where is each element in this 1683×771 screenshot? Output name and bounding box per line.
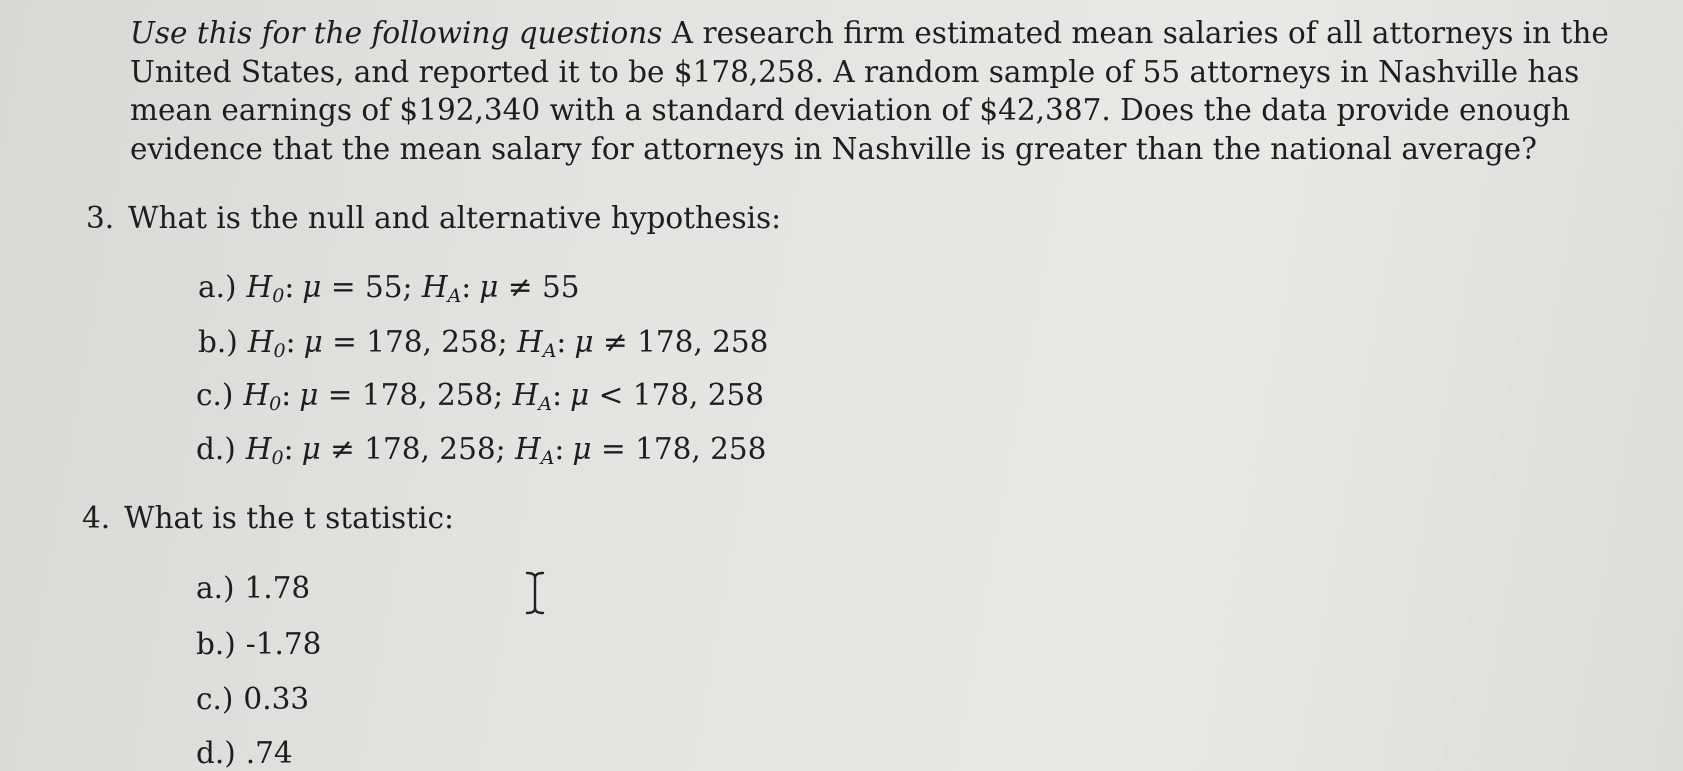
ha-relation: = <box>600 432 626 466</box>
question-3 <box>86 200 781 236</box>
ha-relation: ≠ <box>602 325 628 359</box>
option-value: 0.33 <box>243 682 310 716</box>
ha-value: 178, 258 <box>632 378 765 412</box>
h0-relation: = <box>332 325 357 359</box>
option-value: .74 <box>245 736 293 770</box>
h0-value: 178, 258; <box>364 432 506 466</box>
option-letter: a.) <box>198 270 237 304</box>
q4-option-c[interactable] <box>196 681 309 717</box>
text-cursor-icon <box>524 570 546 616</box>
q3-option-b[interactable]: b.) $H_0$: μ = 178, 258; $H_A$: μ ≠ 178, 258 <box>198 325 769 362</box>
option-letter: c.) <box>196 682 234 716</box>
question-text: What is the t statistic: <box>124 501 454 535</box>
intro-text: A research firm estimated mean salaries of all attorneys in the United States, and reported it to be $178,258. A random sample of 55 attorneys in Nashville has mean earnings of $192,340 with a standard deviation of $42,387. Does the data provide enough evidence that the mean salary for attorneys in Nashville is greater than the national average? <box>130 16 1609 166</box>
ha-value: 178, 258 <box>635 432 767 466</box>
question-4 <box>82 500 454 536</box>
q3-option-a[interactable]: a.) $H_0$: μ = 55; $H_A$: μ ≠ 55 <box>198 270 580 307</box>
q3-option-c[interactable]: c.) $H_0$: μ = 178, 258; $H_A$: μ < 178, 258 <box>196 378 765 415</box>
question-number: 3. <box>86 201 115 235</box>
h0-relation: = <box>330 270 356 304</box>
option-value: -1.78 <box>245 627 322 661</box>
option-letter: d.) <box>196 736 236 770</box>
option-letter: d.) <box>196 432 236 466</box>
option-letter: a.) <box>196 571 235 605</box>
option-letter: b.) <box>198 325 238 359</box>
option-letter: c.) <box>196 378 234 412</box>
q4-option-b[interactable] <box>196 626 321 662</box>
h0-value: 55; <box>364 270 413 304</box>
q4-option-a[interactable] <box>196 570 310 606</box>
ha-value: 178, 258 <box>637 325 769 359</box>
ha-relation: ≠ <box>507 270 533 304</box>
q3-option-d[interactable]: d.) $H_0$: μ ≠ 178, 258; $H_A$: μ = 178, 258 <box>196 432 767 469</box>
question-number: 4. <box>82 501 111 535</box>
intro-lead: Use this for the following questions <box>130 16 663 50</box>
h0-relation: = <box>327 378 353 412</box>
ha-value: 55 <box>541 270 580 304</box>
h0-value: 178, 258; <box>361 378 504 412</box>
ha-relation: < <box>598 378 624 412</box>
h0-value: 178, 258; <box>366 325 508 359</box>
q4-option-d[interactable] <box>196 735 293 771</box>
option-value: 1.78 <box>244 571 311 605</box>
question-text: What is the null and alternative hypothesis: <box>128 201 782 235</box>
option-letter: b.) <box>196 627 236 661</box>
h0-relation: ≠ <box>330 432 355 466</box>
intro-paragraph <box>130 14 1620 168</box>
